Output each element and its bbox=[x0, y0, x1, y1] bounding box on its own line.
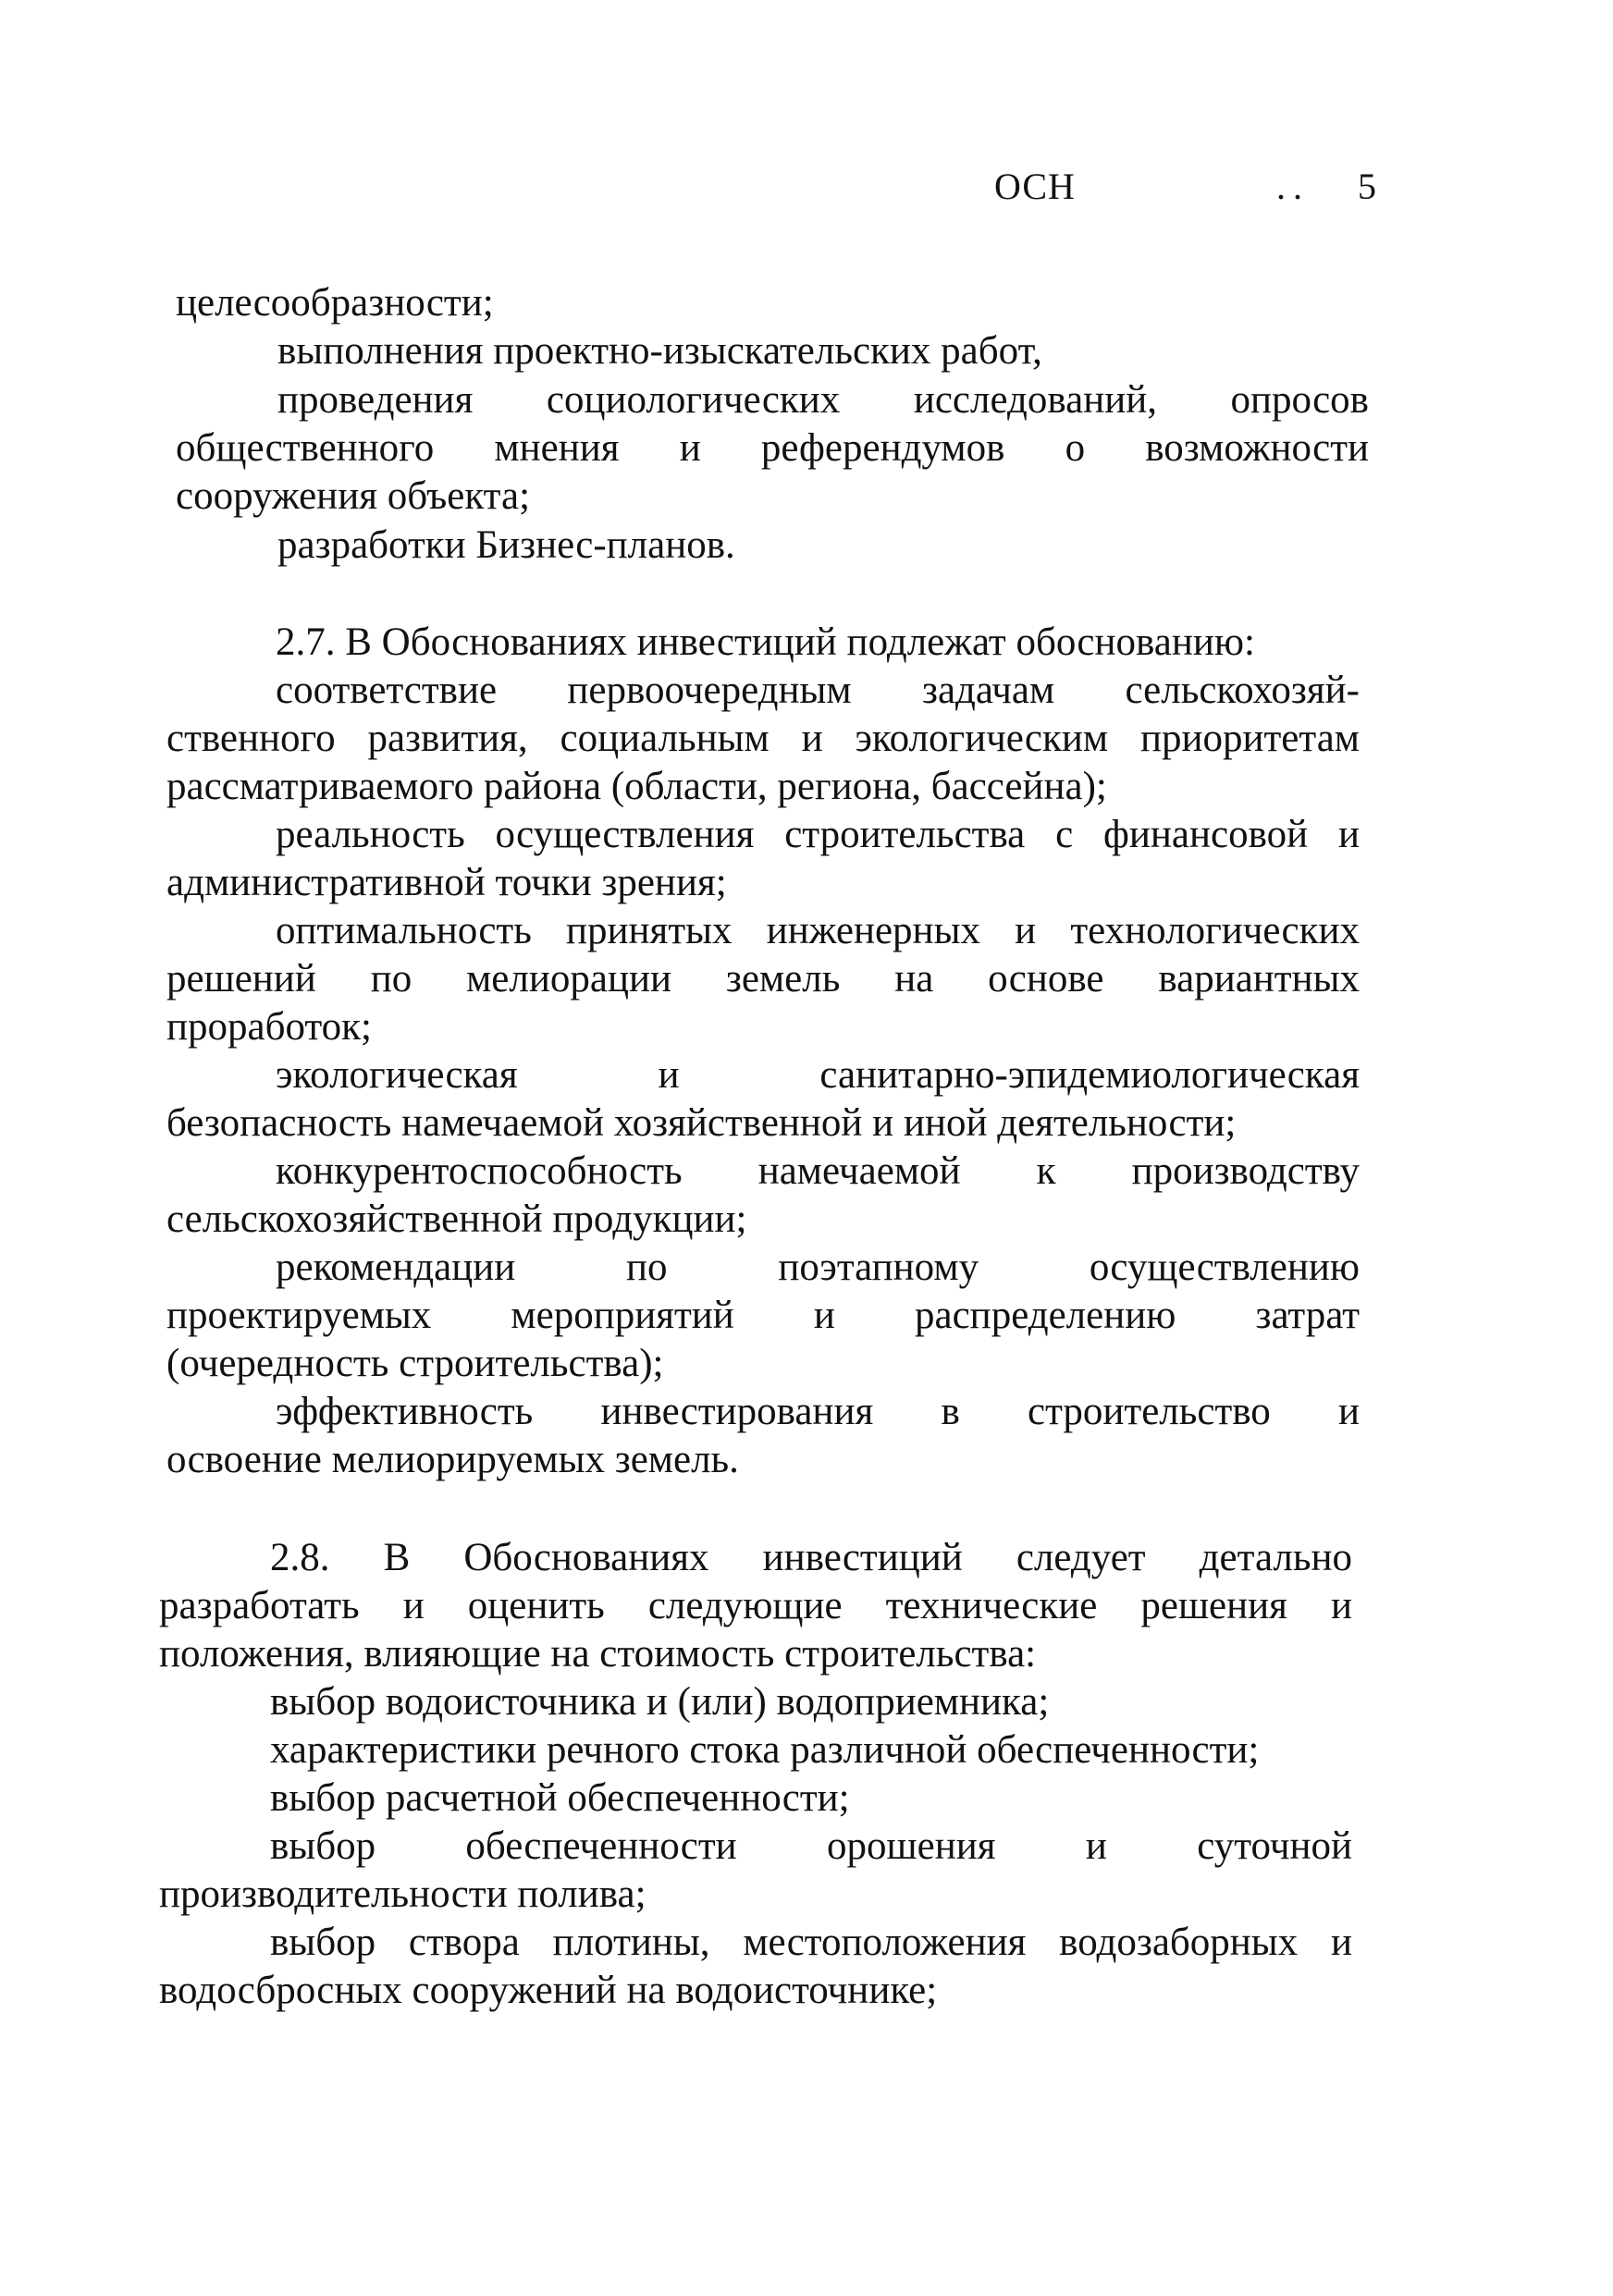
document-code: ОСН bbox=[994, 166, 1076, 207]
text-line: характеристики речного стока различной обеспеченности; bbox=[270, 1728, 1260, 1772]
text-line: рекомендации по поэтапному осуществлению bbox=[276, 1246, 1360, 1289]
text-line: сооружения объекта; bbox=[176, 474, 531, 518]
text-line: реальность осуществления строительства с финансовой и bbox=[276, 813, 1360, 856]
text-line: эффективность инвестирования в строительство и bbox=[276, 1390, 1360, 1433]
text-line: выбор расчетной обеспеченности; bbox=[270, 1776, 850, 1820]
text-line: рассматриваемого района (области, региона, бассейна); bbox=[166, 765, 1107, 808]
section-heading-2-8: 2.8. В Обоснованиях инвестиций следует детально bbox=[270, 1536, 1352, 1579]
text-line: положения, влияющие на стоимость строительства: bbox=[159, 1632, 1037, 1676]
text-line: проведения социологических исследований, опросов bbox=[277, 378, 1369, 422]
text-line: оптимальность принятых инженерных и технологических bbox=[276, 909, 1360, 952]
text-line: общественного мнения и референдумов о возможности bbox=[176, 426, 1369, 470]
text-line: проектируемых мероприятий и распределению затрат bbox=[166, 1294, 1360, 1337]
section-heading-2-7: 2.7. В Обоснованиях инвестиций подлежат обоснованию: bbox=[276, 620, 1255, 664]
text-line: экологическая и санитарно-эпидемиологическая bbox=[276, 1053, 1360, 1097]
text-line: освоение мелиорируемых земель. bbox=[166, 1438, 739, 1481]
text-line: выбор обеспеченности орошения и суточной bbox=[270, 1824, 1352, 1868]
page-header bbox=[994, 165, 1377, 208]
text-line: целесообразности; bbox=[176, 281, 494, 325]
text-line: решений по мелиорации земель на основе вариантных bbox=[166, 957, 1360, 1001]
text-line: разработки Бизнес-планов. bbox=[277, 523, 735, 567]
text-line: административной точки зрения; bbox=[166, 861, 727, 904]
text-line: выбор створа плотины, местоположения водозаборных и bbox=[270, 1921, 1352, 1964]
text-line: выполнения проектно-изыскательских работ, bbox=[277, 329, 1042, 373]
text-line: водосбросных сооружений на водоисточнике; bbox=[159, 1969, 938, 2012]
text-line: соответствие первоочередным задачам сельскохозяй- bbox=[276, 669, 1360, 712]
header-dots: .. bbox=[1276, 166, 1310, 207]
text-line: (очередность строительства); bbox=[166, 1342, 664, 1385]
text-line: сельскохозяйственной продукции; bbox=[166, 1197, 747, 1241]
text-line: ственного развития, социальным и экологическим приоритетам bbox=[166, 717, 1360, 760]
text-line: разработать и оценить следующие технические решения и bbox=[159, 1584, 1352, 1627]
text-line: конкурентоспособность намечаемой к производству bbox=[276, 1149, 1360, 1193]
page-number: 5 bbox=[1358, 166, 1377, 207]
text-line: выбор водоисточника и (или) водоприемника; bbox=[270, 1680, 1050, 1724]
text-line: производительности полива; bbox=[159, 1872, 646, 1916]
text-line: проработок; bbox=[166, 1005, 372, 1049]
text-line: безопасность намечаемой хозяйственной и иной деятельности; bbox=[166, 1101, 1237, 1145]
